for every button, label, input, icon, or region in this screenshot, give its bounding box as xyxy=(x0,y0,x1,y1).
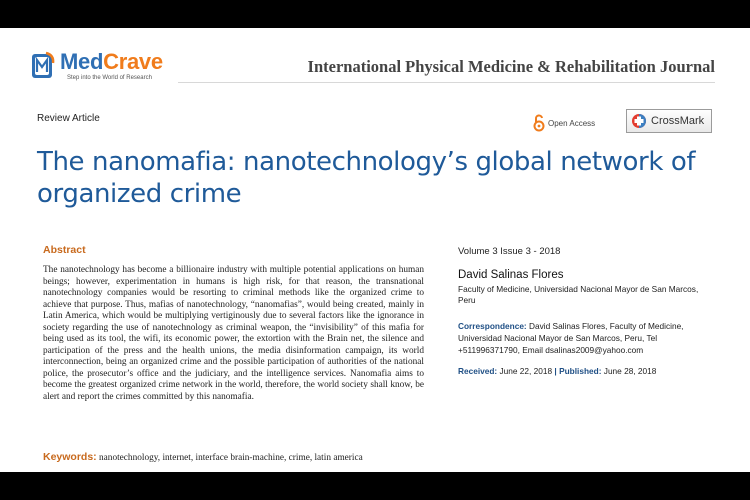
crossmark-icon xyxy=(631,113,647,129)
open-access-badge[interactable] xyxy=(533,113,595,133)
abstract-text: The nanotechnology has become a billionaire industry with multiple potential applications on human beings; however, experimentation in humans is high risk, for that reason, the transnational nanotechnology companies would be resorting to criminal methods like the organized crime to achieve that purpose. Thus, mafias of nanotechnology, “nanomafias”, would being created, mainly in Latin America, which would be multiplying vertiginously due to several factors like the ignorance in society regarding the use of nanotechnology as criminal weapon, the “invisibility” of this mafia for being used as its tool, the wifi, its economic power, the extortion with the Brain net, the silence and participation of the press and the health unions, the media disinformation campaign, its world interconnection, being an organized crime and the possible participation of authorities of the national police, the prosecutor’s office and the judiciary, and the intelligence services. Nanomafia aims to become the greatest organized crime network in the world, therefore, the world society shall know, be alert and report the crimes committed by this nanomafia. xyxy=(43,265,424,402)
publisher-tagline: Step into the World of Research xyxy=(67,75,152,81)
article-title: The nanomafia: nanotechnology’s global network of organized crime xyxy=(37,147,696,209)
journal-title: International Physical Medicine & Rehabilitation Journal xyxy=(307,57,715,76)
open-access-label: Open Access xyxy=(548,118,596,128)
open-access-lock-icon xyxy=(533,114,545,132)
author-affiliation: Faculty of Medicine, Universidad Nacional Mayor de San Marcos, Peru xyxy=(458,284,699,305)
correspondence xyxy=(458,320,720,356)
volume-issue: Volume 3 Issue 3 - 2018 xyxy=(458,246,561,257)
article-page xyxy=(0,28,750,472)
abstract-heading: Abstract xyxy=(43,244,86,256)
author-name: David Salinas Flores xyxy=(458,269,564,281)
article-type: Review Article xyxy=(37,113,100,124)
keywords-text: nanotechnology, internet, interface brain-machine, crime, latin america xyxy=(99,453,363,463)
keywords xyxy=(43,451,363,463)
medcrave-logo-icon xyxy=(30,51,56,81)
keywords-label: Keywords: xyxy=(43,451,97,463)
header-divider xyxy=(178,82,715,83)
published-date: June 28, 2018 xyxy=(603,366,657,376)
published-label: Published: xyxy=(559,366,602,376)
crossmark-button[interactable] xyxy=(626,109,712,133)
correspondence-label: Correspondence: xyxy=(458,321,527,331)
date-separator: | xyxy=(554,366,557,376)
correspondence-text: David Salinas Flores, Faculty of Medicine, Universidad Nacional Mayor de San Marcos, Peru, Tel +511996371790, Email dsalinas2009@yahoo.com xyxy=(458,321,684,355)
medcrave-logo[interactable] xyxy=(30,51,180,87)
received-label: Received: xyxy=(458,366,498,376)
publication-dates xyxy=(458,366,656,376)
crossmark-label: CrossMark xyxy=(651,115,705,127)
publisher-name: MedCrave xyxy=(60,49,163,74)
received-date: June 22, 2018 xyxy=(499,366,553,376)
